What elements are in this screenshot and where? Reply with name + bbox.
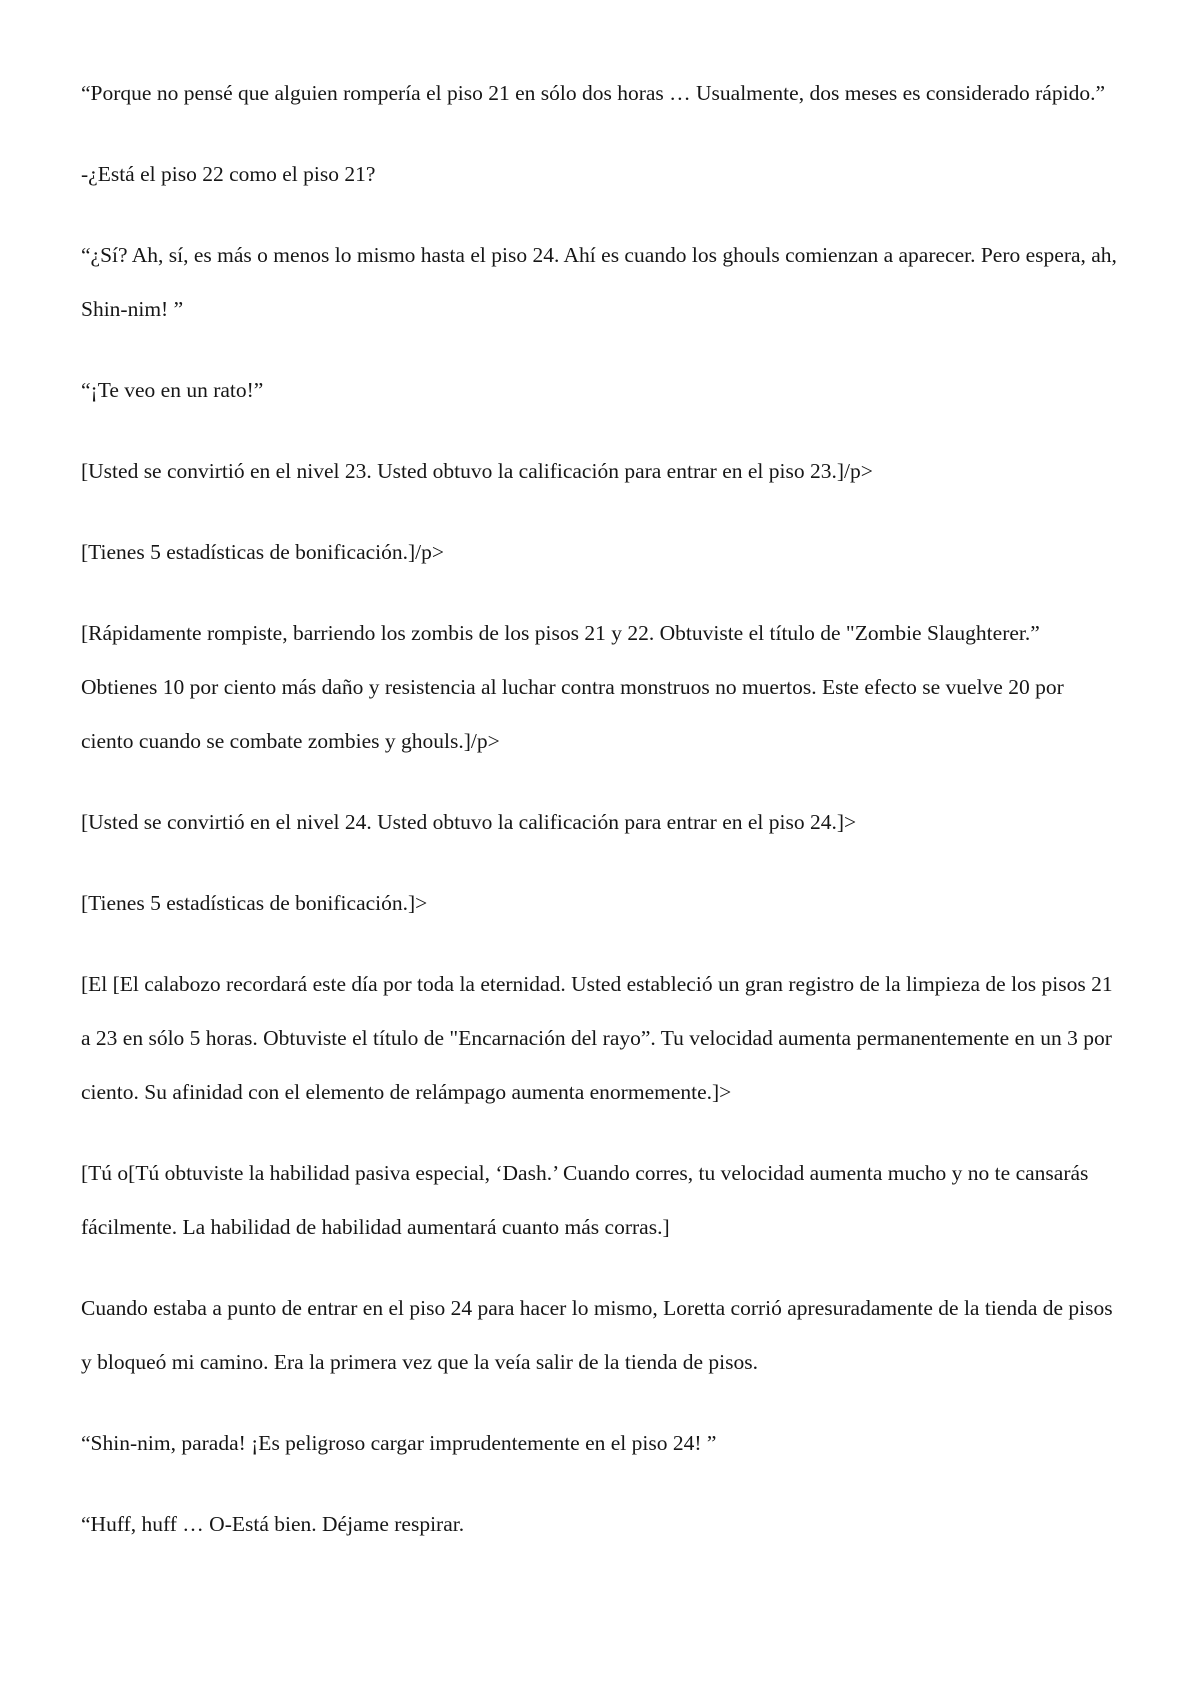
- paragraph-5: [Usted se convirtió en el nivel 23. Usted obtuvo la calificación para entrar en el piso 23.]/p>: [81, 459, 873, 483]
- paragraph-4: “¡Te veo en un rato!”: [81, 378, 264, 402]
- paragraph-1: “Porque no pensé que alguien rompería el piso 21 en sólo dos horas … Usualmente, dos meses es considerado rápido.”: [81, 81, 1105, 105]
- paragraph-11: [Tú o[Tú obtuviste la habilidad pasiva especial, ‘Dash.’ Cuando corres, tu velocidad aumenta mucho y no te cansarás fácilmente. La habilidad de habilidad aumentará cuanto más corras.]: [81, 1161, 1089, 1239]
- paragraph-9: [Tienes 5 estadísticas de bonificación.]>: [81, 891, 428, 915]
- paragraph-3: “¿Sí? Ah, sí, es más o menos lo mismo hasta el piso 24. Ahí es cuando los ghouls comienzan a aparecer. Pero espera, ah, Shin-nim! ”: [81, 243, 1117, 321]
- paragraph-6: [Tienes 5 estadísticas de bonificación.]/p>: [81, 540, 445, 564]
- paragraph-14: “Huff, huff … O-Está bien. Déjame respirar.: [81, 1512, 465, 1536]
- paragraph-13: “Shin-nim, parada! ¡Es peligroso cargar imprudentemente en el piso 24! ”: [81, 1431, 717, 1455]
- paragraph-8: [Usted se convirtió en el nivel 24. Usted obtuvo la calificación para entrar en el piso 24.]>: [81, 810, 857, 834]
- paragraph-2: -¿Está el piso 22 como el piso 21?: [81, 162, 376, 186]
- paragraph-10: [El [El calabozo recordará este día por toda la eternidad. Usted estableció un gran registro de la limpieza de los pisos 21 a 23 en sólo 5 horas. Obtuviste el título de "Encarnación del rayo”. Tu velocidad aumenta permanentemente en un 3 por ciento. Su afinidad con el elemento de relámpago aumenta enormemente.]>: [81, 972, 1113, 1104]
- paragraph-12: Cuando estaba a punto de entrar en el piso 24 para hacer lo mismo, Loretta corrió apresuradamente de la tienda de pisos y bloqueó mi camino. Era la primera vez que la veía salir de la tienda de pisos.: [81, 1296, 1113, 1374]
- paragraph-7: [Rápidamente rompiste, barriendo los zombis de los pisos 21 y 22. Obtuviste el título de "Zombie Slaughterer.” Obtienes 10 por ciento más daño y resistencia al luchar contra monstruos no muertos. Este efecto se vuelve 20 por ciento cuando se combate zombies y ghouls.]/p>: [81, 621, 1064, 753]
